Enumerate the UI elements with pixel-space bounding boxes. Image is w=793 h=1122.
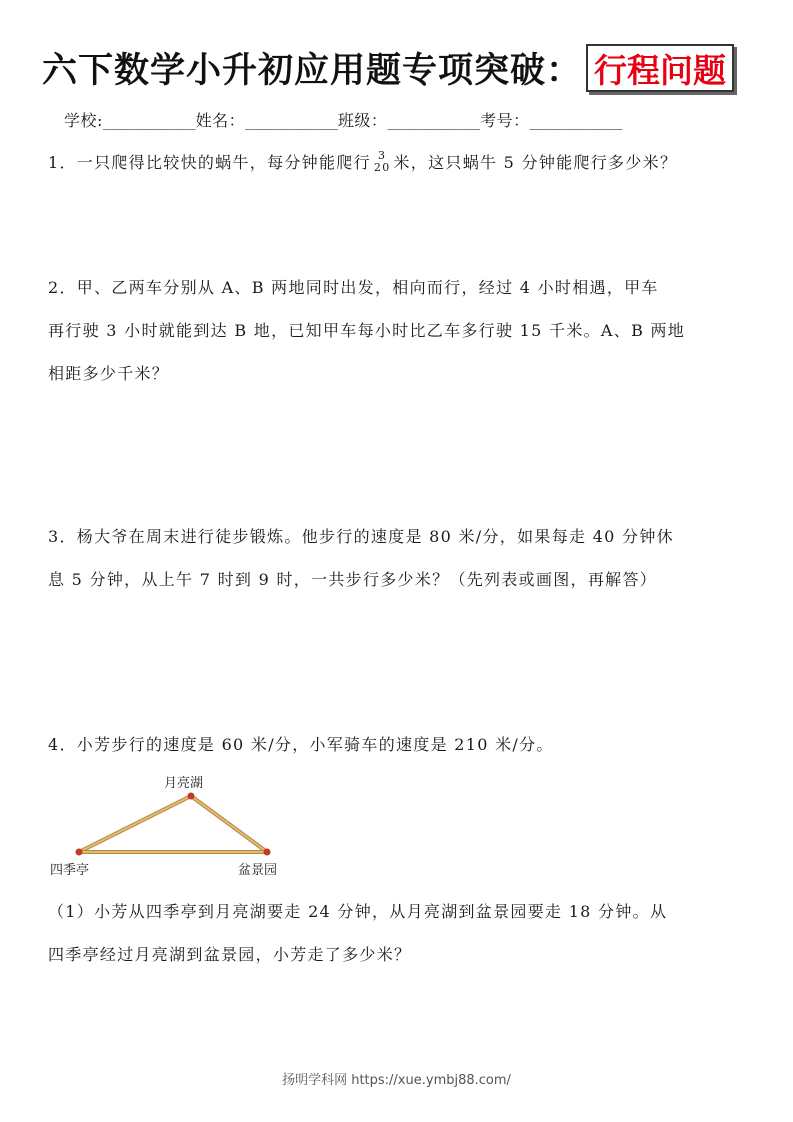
q4-sub1-line-1: （1）小芳从四季亭到月亮湖要走 24 分钟，从月亮湖到盆景园要走 18 分钟。从 xyxy=(48,902,668,921)
student-info-row xyxy=(64,108,622,131)
q3-line-2: 息 5 分钟，从上午 7 时到 9 时，一共步行多少米？（先列表或画图，再解答） xyxy=(48,570,658,589)
number-label: 考号： xyxy=(480,111,530,130)
q2-line-1: 2．甲、乙两车分别从 A、B 两地同时出发，相向而行，经过 4 小时相遇，甲车 xyxy=(48,278,659,297)
q1-text-after: 米，这只蜗牛 5 分钟能爬行多少米？ xyxy=(393,153,678,172)
q2-line-3: 相距多少千米？ xyxy=(48,364,170,383)
page-title: 六下数学小升初应用题专项突破： xyxy=(42,51,583,91)
bonsai-garden-label: 盆景园 xyxy=(238,863,278,878)
name-label: 姓名： xyxy=(195,111,246,130)
question-4-sub-1 xyxy=(48,890,750,976)
q3-line-1: 3．杨大爷在周末进行徒步锻炼。他步行的速度是 80 米/分，如果每走 40 分钟休 xyxy=(48,527,674,546)
fraction xyxy=(374,150,391,174)
four-seasons-pavilion-point xyxy=(76,849,83,856)
title-row xyxy=(42,40,734,96)
topic-box xyxy=(586,44,734,92)
number-blank: ___________ xyxy=(529,114,623,130)
name-blank: ___________ xyxy=(245,114,338,130)
school-blank: ___________ xyxy=(102,114,196,130)
route-diagram xyxy=(44,770,304,880)
footer-watermark: 扬明学科网 https://xue.ymbj88.com/ xyxy=(282,1073,511,1088)
edge-lake-to-garden xyxy=(191,796,267,852)
edge-pavilion-to-lake xyxy=(79,796,191,852)
question-4 xyxy=(48,723,750,766)
q4-sub1-line-2: 四季亭经过月亮湖到盆景园，小芳走了多少米？ xyxy=(48,945,412,964)
question-1 xyxy=(48,141,750,184)
question-2 xyxy=(48,266,750,395)
fraction-numerator: 3 xyxy=(378,148,387,162)
q4-intro: 4．小芳步行的速度是 60 米/分，小军骑车的速度是 210 米/分。 xyxy=(48,735,554,754)
class-blank: ___________ xyxy=(387,114,481,130)
school-label: 学校: xyxy=(64,111,103,130)
q1-text-before: 1．一只爬得比较快的蜗牛，每分钟能爬行 xyxy=(48,153,371,172)
q2-line-2: 再行驶 3 小时就能到达 B 地，已知甲车每小时比乙车多行驶 15 千米。A、B 两地 xyxy=(48,321,686,340)
bonsai-garden-point xyxy=(264,849,271,856)
question-3 xyxy=(48,515,750,601)
four-seasons-pavilion-label: 四季亭 xyxy=(50,863,90,878)
fraction-denominator: 20 xyxy=(373,160,391,174)
moon-lake-label: 月亮湖 xyxy=(164,776,204,791)
class-label: 班级： xyxy=(337,111,388,130)
moon-lake-point xyxy=(188,793,195,800)
topic-title: 行程问题 xyxy=(594,50,727,90)
